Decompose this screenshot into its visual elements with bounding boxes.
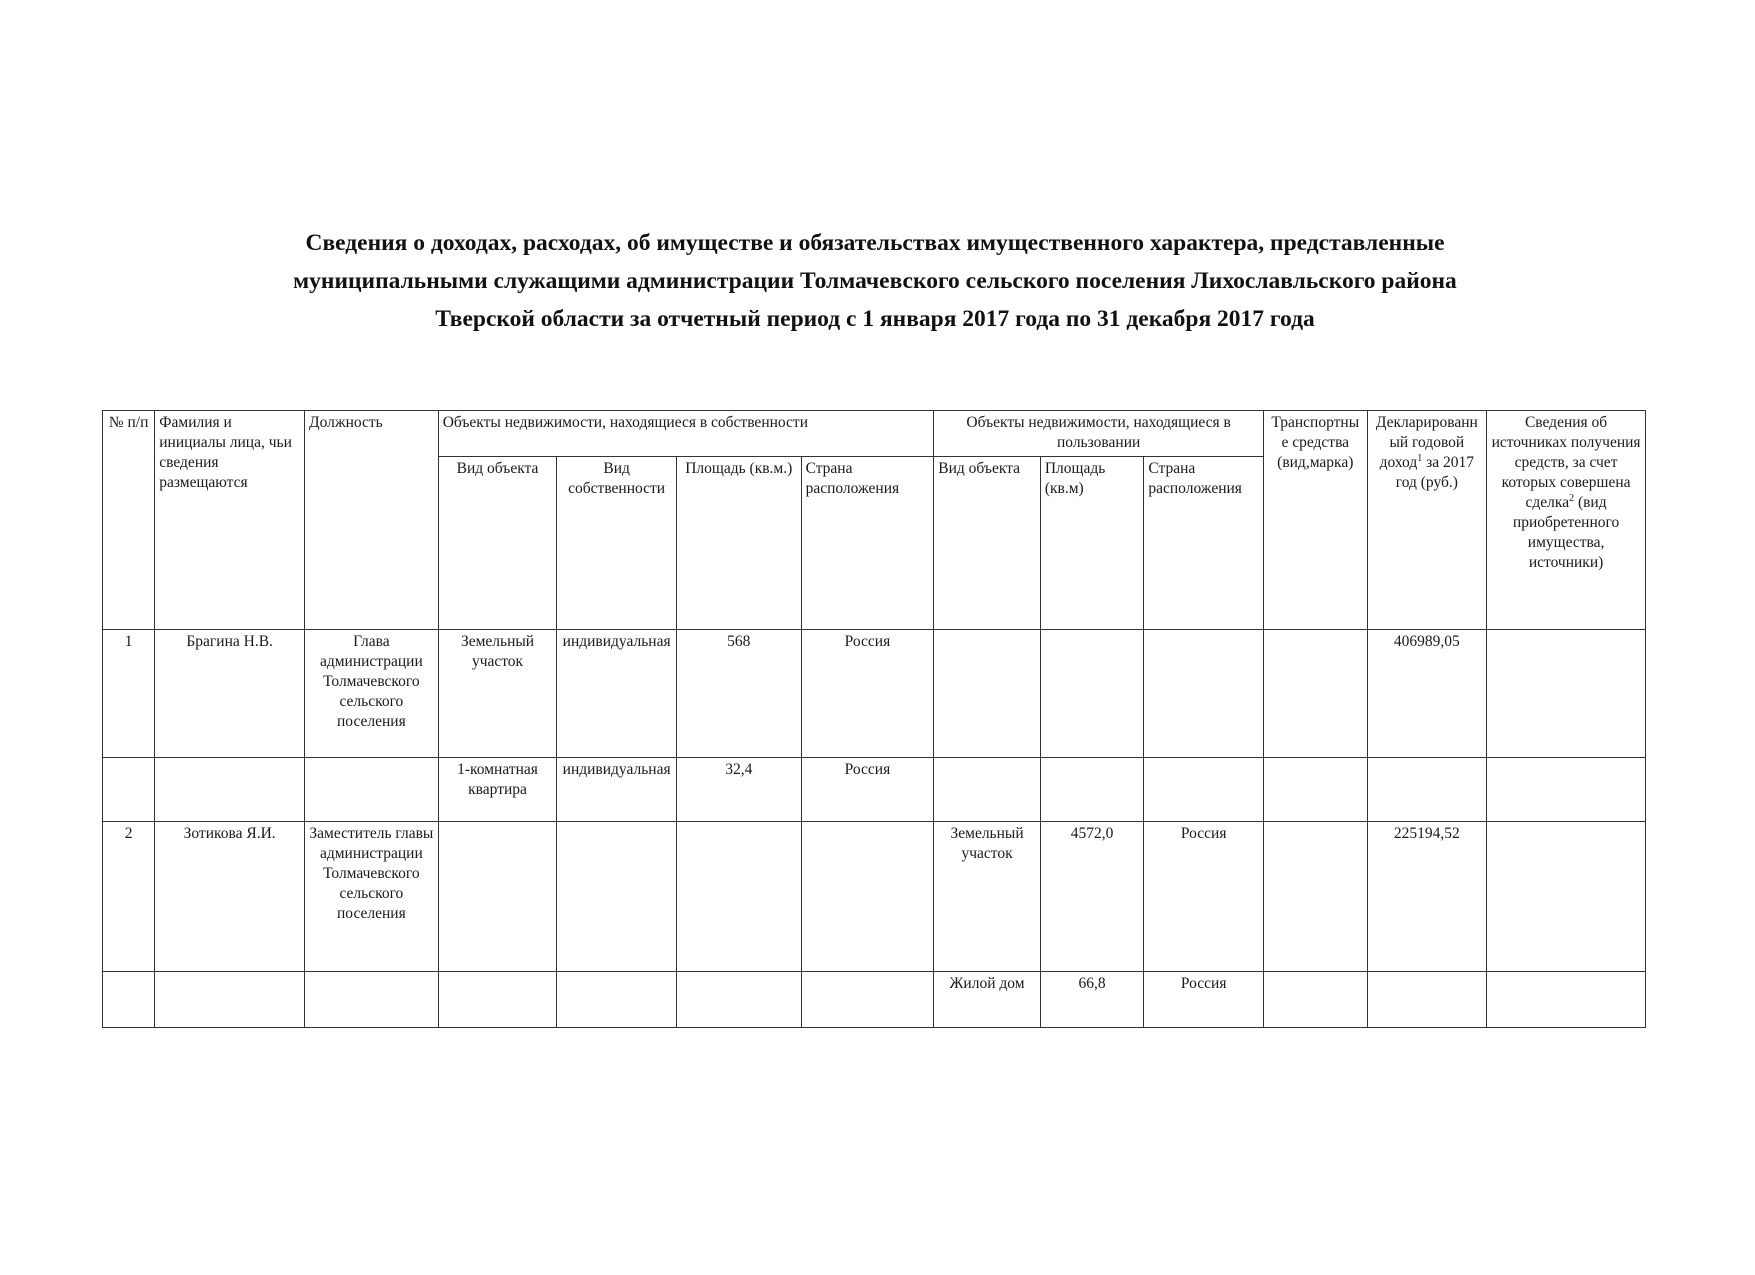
header-used-type: Вид объекта — [934, 457, 1041, 630]
cell-owned-type: Земельный участок — [438, 630, 557, 758]
cell-owned-country: Россия — [801, 630, 934, 758]
cell-used-area: 4572,0 — [1040, 822, 1144, 972]
cell-transport — [1264, 630, 1368, 758]
header-owned-country: Страна расположения — [801, 457, 934, 630]
header-income-note: 1 — [1417, 452, 1423, 464]
cell-position: Заместитель главы администрации Толмачевского сельского поселения — [305, 822, 439, 972]
header-used-group: Объекты недвижимости, находящиеся в пользовании — [934, 411, 1264, 457]
cell-owned-area — [676, 972, 801, 1028]
header-income-main: Декларированный годовой доход — [1375, 414, 1478, 471]
cell-position — [305, 972, 439, 1028]
document-title — [120, 224, 1630, 338]
cell-num: 2 — [103, 822, 155, 972]
header-position: Должность — [305, 411, 439, 630]
title-line-3: Тверской области за отчетный период с 1 января 2017 года по 31 декабря 2017 года — [435, 306, 1315, 332]
cell-income: 225194,52 — [1367, 822, 1487, 972]
cell-owned-country: Россия — [801, 758, 934, 822]
header-transport: Транспортные средства (вид,марка) — [1264, 411, 1368, 630]
cell-owned-type: 1-комнатная квартира — [438, 758, 557, 822]
header-income — [1367, 411, 1487, 630]
header-num: № п/п — [103, 411, 155, 630]
cell-position: Глава администрации Толмачевского сельского поселения — [305, 630, 439, 758]
cell-used-type — [934, 630, 1041, 758]
title-line-1: Сведения о доходах, расходах, об имуществе и обязательствах имущественного характера, представленные — [305, 230, 1445, 256]
header-owned-type: Вид объекта — [438, 457, 557, 630]
cell-used-country: Россия — [1144, 822, 1264, 972]
cell-sources — [1487, 758, 1646, 822]
cell-used-country — [1144, 630, 1264, 758]
cell-sources — [1487, 972, 1646, 1028]
header-sources-tail: (вид приобретенного имущества, источники) — [1512, 494, 1620, 571]
cell-name — [155, 758, 305, 822]
cell-used-country — [1144, 758, 1264, 822]
cell-name: Зотикова Я.И. — [155, 822, 305, 972]
header-name: Фамилия и инициалы лица, чьи сведения размещаются — [155, 411, 305, 630]
header-sources — [1487, 411, 1646, 630]
table-row — [103, 630, 1646, 758]
header-used-area: Площадь (кв.м) — [1040, 457, 1144, 630]
cell-owned-area: 568 — [676, 630, 801, 758]
cell-name: Брагина Н.В. — [155, 630, 305, 758]
header-owned-area: Площадь (кв.м.) — [676, 457, 801, 630]
cell-used-country: Россия — [1144, 972, 1264, 1028]
cell-owned-area: 32,4 — [676, 758, 801, 822]
header-sources-note: 2 — [1569, 492, 1575, 504]
header-owned-ownership: Вид собственности — [557, 457, 677, 630]
cell-income — [1367, 758, 1487, 822]
cell-owned-ownership — [557, 822, 677, 972]
header-used-country: Страна расположения — [1144, 457, 1264, 630]
cell-used-type: Земельный участок — [934, 822, 1041, 972]
cell-num — [103, 758, 155, 822]
cell-transport — [1264, 822, 1368, 972]
cell-transport — [1264, 972, 1368, 1028]
declaration-table — [102, 410, 1646, 1028]
cell-owned-country — [801, 972, 934, 1028]
cell-owned-area — [676, 822, 801, 972]
cell-position — [305, 758, 439, 822]
cell-owned-type — [438, 822, 557, 972]
header-row-top — [103, 411, 1646, 457]
cell-owned-ownership — [557, 972, 677, 1028]
cell-sources — [1487, 630, 1646, 758]
header-owned-group: Объекты недвижимости, находящиеся в собственности — [438, 411, 934, 457]
table-row — [103, 822, 1646, 972]
table-row — [103, 972, 1646, 1028]
cell-owned-country — [801, 822, 934, 972]
cell-sources — [1487, 822, 1646, 972]
cell-used-type — [934, 758, 1041, 822]
cell-used-type: Жилой дом — [934, 972, 1041, 1028]
cell-transport — [1264, 758, 1368, 822]
cell-used-area — [1040, 758, 1144, 822]
cell-owned-ownership: индивидуальная — [557, 630, 677, 758]
header-income-tail: за 2017 год (руб.) — [1395, 454, 1475, 491]
cell-income: 406989,05 — [1367, 630, 1487, 758]
cell-owned-type — [438, 972, 557, 1028]
cell-num: 1 — [103, 630, 155, 758]
cell-used-area — [1040, 630, 1144, 758]
cell-name — [155, 972, 305, 1028]
cell-owned-ownership: индивидуальная — [557, 758, 677, 822]
cell-num — [103, 972, 155, 1028]
cell-used-area: 66,8 — [1040, 972, 1144, 1028]
table-row — [103, 758, 1646, 822]
header-sources-main: Сведения об источниках получения средств, за счет которых совершена сделка — [1491, 414, 1641, 511]
title-line-2: муниципальными служащими администрации Толмачевского сельского поселения Лихославльского района — [293, 268, 1457, 294]
cell-income — [1367, 972, 1487, 1028]
